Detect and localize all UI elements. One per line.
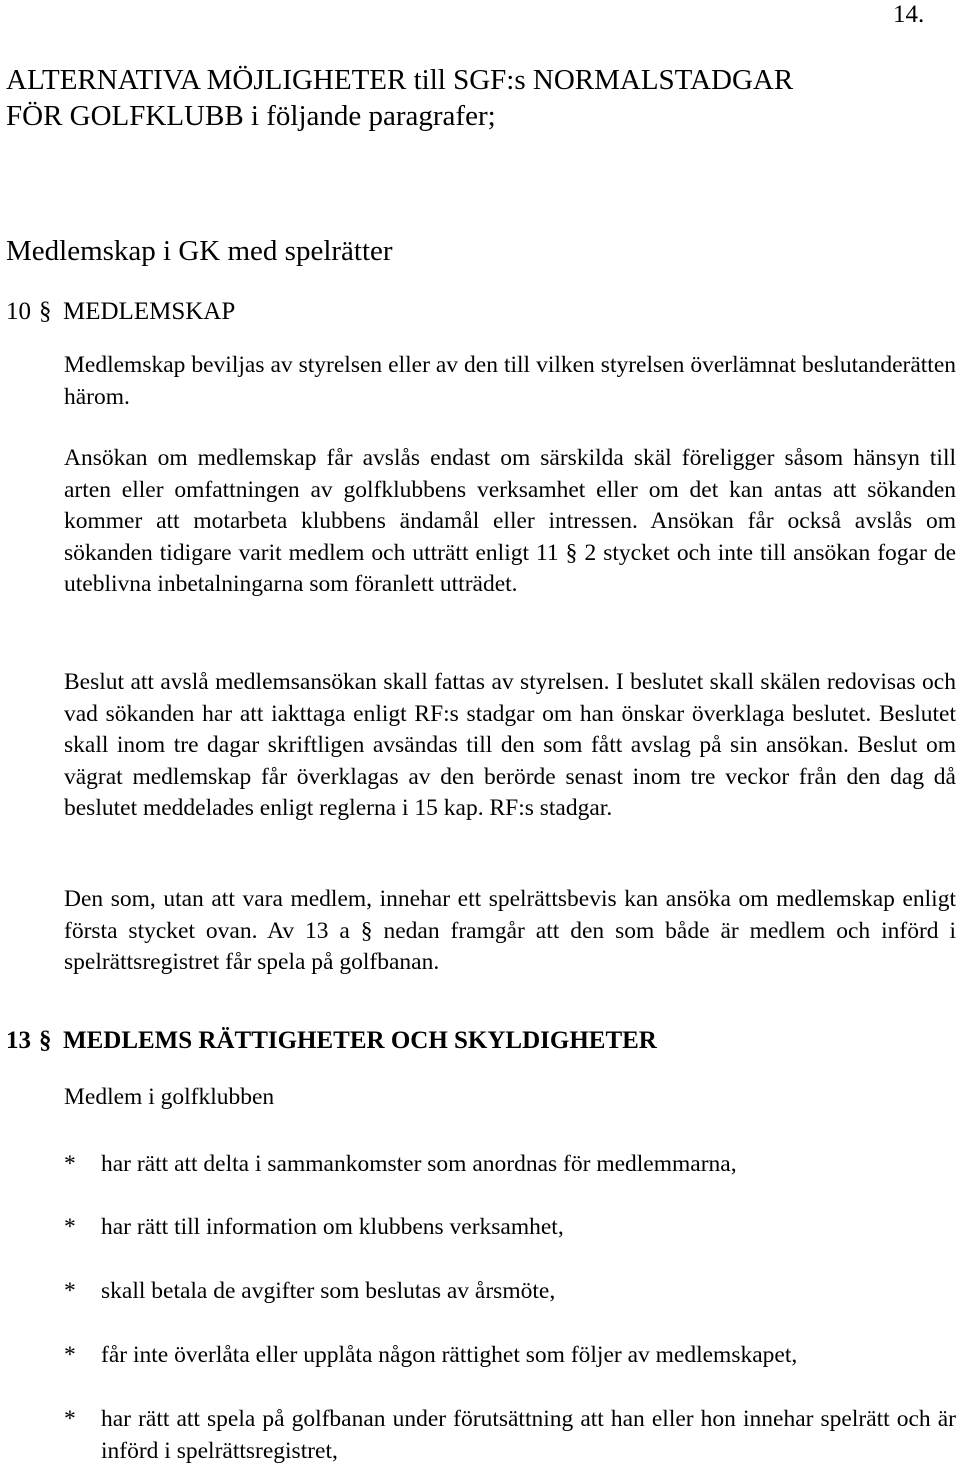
list-item	[64, 1339, 956, 1371]
list-item-text: får inte överlåta eller upplåta någon rättighet som följer av medlemskapet,	[101, 1342, 798, 1368]
list-item	[64, 1275, 956, 1307]
document-title: ALTERNATIVA MÖJLIGHETER till SGF:s NORMALSTADGAR FÖR GOLFKLUBB i följande paragrafer;	[6, 64, 794, 132]
document-subtitle: Medlemskap i GK med spelrätter	[6, 235, 393, 267]
paragraph-symbol: §	[39, 1027, 52, 1054]
paragraph-rejection-decision: Beslut att avslå medlemsansökan skall fattas av styrelsen. I beslutet skall skälen redovisas och vad sökanden har att iakttaga enligt RF:s stadgar om han önskar överklaga beslutet. Beslutet skall inom tre dagar skriftligen avsändas till den som fått avslag på sin ansökan. Beslut om vägrat medlemskap får överklagas av den berörde senast inom tre veckor från den dag då beslutet meddelades enligt reglerna i 15 kap. RF:s stadgar.	[64, 669, 956, 821]
section-number: 10	[6, 298, 31, 325]
member-intro: Medlem i golfklubben	[64, 1084, 275, 1110]
paragraph-application-rejection: Ansökan om medlemskap får avslås endast om särskilda skäl föreligger såsom hänsyn till arten eller omfattningen av golfklubbens verksamhet eller om det kan antas att sökanden kommer att motarbeta klubbens ändamål eller intressen. Ansökan får också avslås om sökanden tidigare varit medlem och utträtt enligt 11 § 2 stycket och inte till ansökan fogar de uteblivna inbetalningarna som föranlett utträdet.	[64, 445, 956, 597]
section-number: 13	[6, 1027, 31, 1054]
section-10-heading	[6, 297, 235, 327]
section-title: MEDLEMS RÄTTIGHETER OCH SKYLDIGHETER	[63, 1027, 657, 1054]
bullet-marker: *	[64, 1214, 76, 1240]
list-item	[64, 1403, 956, 1467]
list-item-text: har rätt att delta i sammankomster som anordnas för medlemmarna,	[101, 1151, 737, 1177]
section-13-heading	[6, 1026, 657, 1056]
list-item-text: har rätt till information om klubbens verksamhet,	[101, 1214, 564, 1240]
page-number: 14.	[893, 1, 925, 28]
list-item	[64, 1211, 956, 1243]
list-item-text: har rätt att spela på golfbanan under förutsättning att han eller hon innehar spelrätt och är införd i spelrättsregistret,	[101, 1406, 956, 1464]
bullet-marker: *	[64, 1278, 76, 1304]
paragraph-membership-granted: Medlemskap beviljas av styrelsen eller av den till vilken styrelsen överlämnat beslutanderätten härom.	[64, 352, 956, 410]
bullet-marker: *	[64, 1406, 76, 1432]
section-title: MEDLEMSKAP	[63, 298, 236, 325]
bullet-marker: *	[64, 1342, 76, 1368]
list-item	[64, 1148, 956, 1180]
bullet-marker: *	[64, 1151, 76, 1177]
paragraph-play-right-holder: Den som, utan att vara medlem, innehar ett spelrättsbevis kan ansöka om medlemskap enligt första stycket ovan. Av 13 a § nedan framgår att den som både är medlem och införd i spelrättsregistret får spela på golfbanan.	[64, 886, 956, 975]
paragraph-symbol: §	[39, 298, 52, 325]
list-item-text: skall betala de avgifter som beslutas av årsmöte,	[101, 1278, 556, 1304]
